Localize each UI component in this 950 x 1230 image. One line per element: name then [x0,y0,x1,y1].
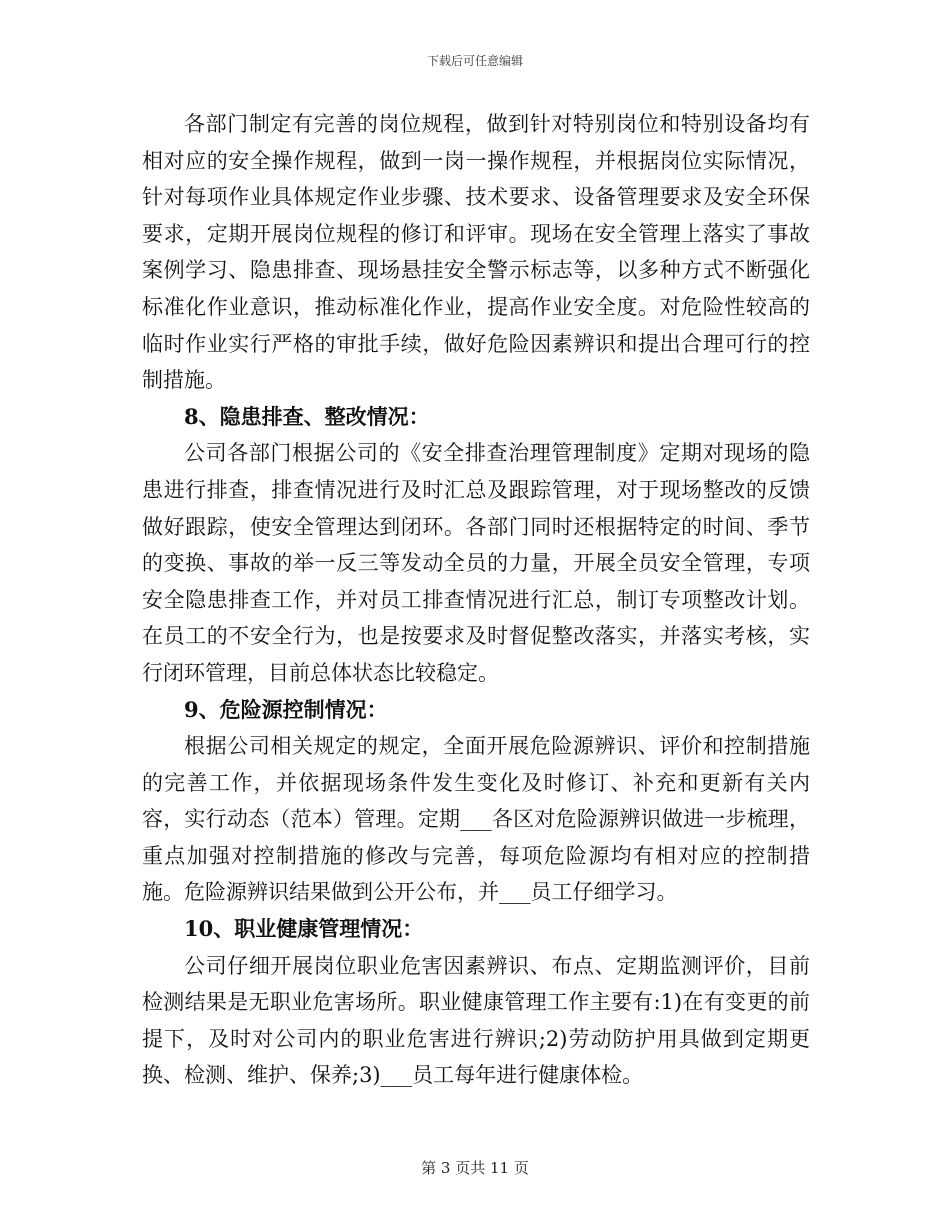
document-body [142,106,810,1094]
heading-occupational-health: 10、职业健康管理情况： [184,916,424,942]
heading-hazard-source-control: 9、危险源控制情况： [184,696,388,722]
page-header: 下载后可任意编辑 [426,54,523,68]
page-number-footer: 第 3 页共 11 页 [421,1159,529,1177]
paragraph-occupational-health: 公司仔细开展岗位职业危害因素辨识、布点、定期监测评价，目前检测结果是无职业危害场所。职业健康管理工作主要有:1)在有变更的前提下，及时对公司内的职业危害进行辨识;2)劳动防护用具做到定期更换、检测、维护、保养;3)___员工每年进行健康体检。 [142,953,810,1088]
paragraph-hazard-inspection: 公司各部门根据公司的《安全排查治理管理制度》定期对现场的隐患进行排查，排查情况进行及时汇总及跟踪管理，对于现场整改的反馈做好跟踪，使安全管理达到闭环。各部门同时还根据特定的时间、季节的变换、事故的举一反三等发动全员的力量，开展全员安全管理，专项安全隐患排查工作，并对员工排查情况进行汇总，制订专项整改计划。在员工的不安全行为，也是按要求及时督促整改落实，并落实考核，实行闭环管理，目前总体状态比较稳定。 [142,441,810,685]
paragraph-job-procedures: 各部门制定有完善的岗位规程，做到针对特别岗位和特别设备均有相对应的安全操作规程，做到一岗一操作规程，并根据岗位实际情况，针对每项作业具体规定作业步骤、技术要求、设备管理要求及安全环保要求，定期开展岗位规程的修订和评审。现场在安全管理上落实了事故案例学习、隐患排查、现场悬挂安全警示标志等，以多种方式不断强化标准化作业意识，推动标准化作业，提高作业安全度。对危险性较高的临时作业实行严格的审批手续，做好危险因素辨识和提出合理可行的控制措施。 [142,112,810,393]
heading-hazard-inspection: 8、隐患排查、整改情况： [184,403,430,429]
paragraph-hazard-source-control: 根据公司相关规定的规定，全面开展危险源辨识、评价和控制措施的完善工作，并依据现场条件发生变化及时修订、补充和更新有关内容，实行动态（范本）管理。定期___各区对危险源辨识做进一步梳理，重点加强对控制措施的修改与完善，每项危险源均有相对应的控制措施。危险源辨识结果做到公开公布，并___员工仔细学习。 [142,734,810,905]
